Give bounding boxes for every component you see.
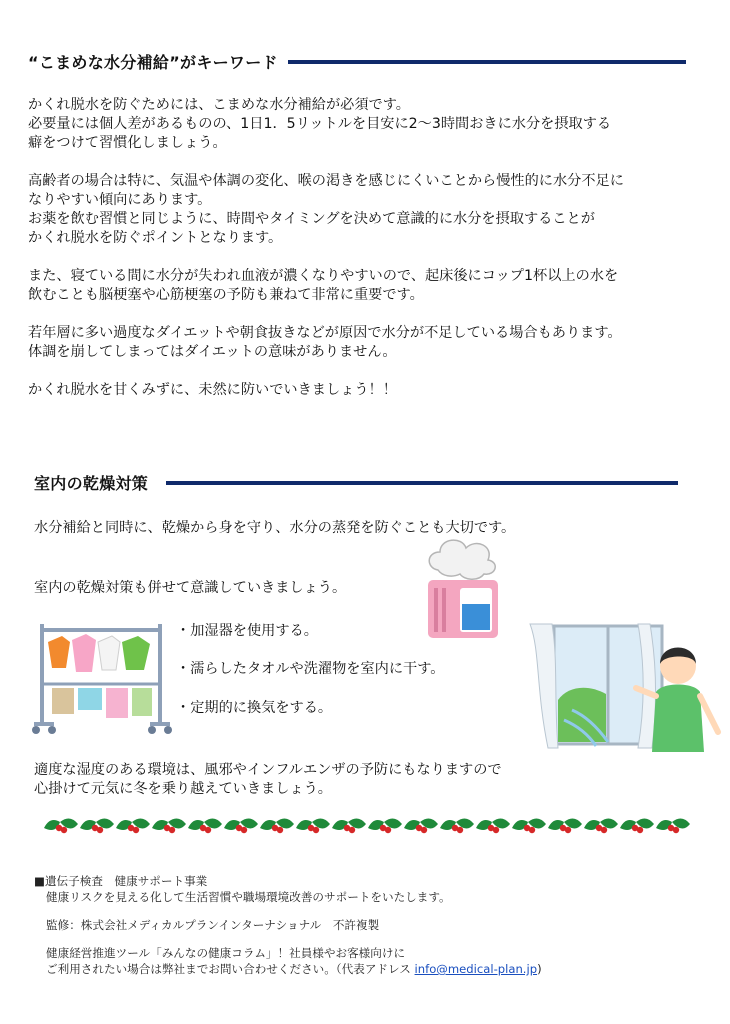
body-line: かくれ脱水を甘くみずに、未然に防いでいきましょう！！ — [28, 382, 397, 398]
footer-contact-suffix: ) — [537, 962, 542, 976]
body-line: お薬を飲む習慣と同じように、時間やタイミングを決めて意識的に水分を摂取することが — [28, 211, 595, 227]
humidifier-icon — [418, 528, 508, 642]
holly-sprig — [368, 818, 402, 833]
section-heading-hydration — [28, 50, 686, 73]
footer-email-link[interactable]: info@medical-plan.jp — [414, 962, 538, 976]
holly-sprig — [332, 818, 366, 833]
section-title: 室内の乾燥対策 — [34, 474, 149, 493]
bullet-ventilation: ・定期的に換気をする。 — [176, 700, 333, 716]
holly-sprig — [80, 818, 114, 833]
closing-line: 心掛けて元気に冬を乗り越えていきましょう。 — [34, 781, 332, 797]
holly-sprig — [656, 818, 690, 833]
footer-contact-line — [34, 961, 542, 977]
holly-sprig — [548, 818, 582, 833]
window-ventilation-person-icon — [528, 620, 724, 758]
closing-line: 適度な湿度のある環境は、風邪やインフルエンザの予防にもなりますので — [34, 762, 502, 778]
holly-sprig — [188, 818, 222, 833]
footer-contact-text: ご利用されたい場合は弊社までお問い合わせください。（代表アドレス — [46, 962, 415, 976]
body-line: 高齢者の場合は特に、気温や体調の変化、喉の渇きを感じにくいことから慢性的に水分不足に — [28, 173, 624, 189]
dryness-intro: 水分補給と同時に、乾燥から身を守り、水分の蒸発を防ぐことも大切です。 — [34, 520, 516, 536]
body-line: 癖をつけて習慣化しましょう。 — [28, 135, 227, 151]
holly-sprig — [404, 818, 438, 833]
body-line: かくれ脱水を防ぐためには、こまめな水分補給が必須です。 — [28, 97, 410, 113]
holly-sprig — [224, 818, 258, 833]
footer — [34, 873, 542, 977]
holly-sprig — [44, 818, 78, 833]
holly-sprig — [152, 818, 186, 833]
hydration-body — [28, 96, 718, 400]
footer-supervision: 監修：株式会社メディカルプランインターナショナル 不許複製 — [46, 918, 380, 932]
body-line: 体調を崩してしまってはダイエットの意味がありません。 — [28, 344, 397, 360]
dryness-lead: 室内の乾燥対策も併せて意識していきましょう。 — [34, 580, 347, 596]
footer-company-line: ■遺伝子検査 健康サポート事業 — [34, 874, 208, 888]
body-line: かくれ脱水を防ぐポイントとなります。 — [28, 230, 283, 246]
section-title: “こまめな水分補給”がキーワード — [28, 53, 278, 72]
holly-sprig — [116, 818, 150, 833]
holly-sprig — [512, 818, 546, 833]
footer-tool-line: 健康経営推進ツール「みんなの健康コラム」！社員様やお客様向けに — [46, 946, 406, 960]
holly-garland-icon — [40, 810, 696, 838]
body-line: なりやすい傾向にあります。 — [28, 192, 212, 208]
clothes-rack-icon — [32, 612, 172, 740]
footer-tagline: 健康リスクを見える化して生活習慣や職場環境改善のサポートをいたします。 — [46, 890, 451, 904]
bullet-humidifier: ・加湿器を使用する。 — [176, 623, 318, 639]
body-line: 若年層に多い過度なダイエットや朝食抜きなどが原因で水分が不足している場合もあります。 — [28, 325, 622, 341]
body-line: また、寝ている間に水分が失われ血液が濃くなりやすいので、起床後にコップ1杯以上の水を — [28, 268, 619, 284]
holly-sprig — [296, 818, 330, 833]
holly-sprig — [620, 818, 654, 833]
heading-rule — [166, 481, 678, 485]
section-heading-dryness — [34, 471, 678, 494]
holly-sprig — [476, 818, 510, 833]
holly-sprig — [584, 818, 618, 833]
holly-sprig — [440, 818, 474, 833]
body-line: 必要量には個人差があるものの、1日1．5リットルを目安に2〜3時間おきに水分を摂取する — [28, 116, 612, 132]
bullet-drying-laundry: ・濡らしたタオルや洗濯物を室内に干す。 — [176, 661, 445, 677]
body-line: 飲むことも脳梗塞や心筋梗塞の予防も兼ねて非常に重要です。 — [28, 287, 424, 303]
holly-sprig — [260, 818, 294, 833]
heading-rule — [288, 60, 686, 64]
